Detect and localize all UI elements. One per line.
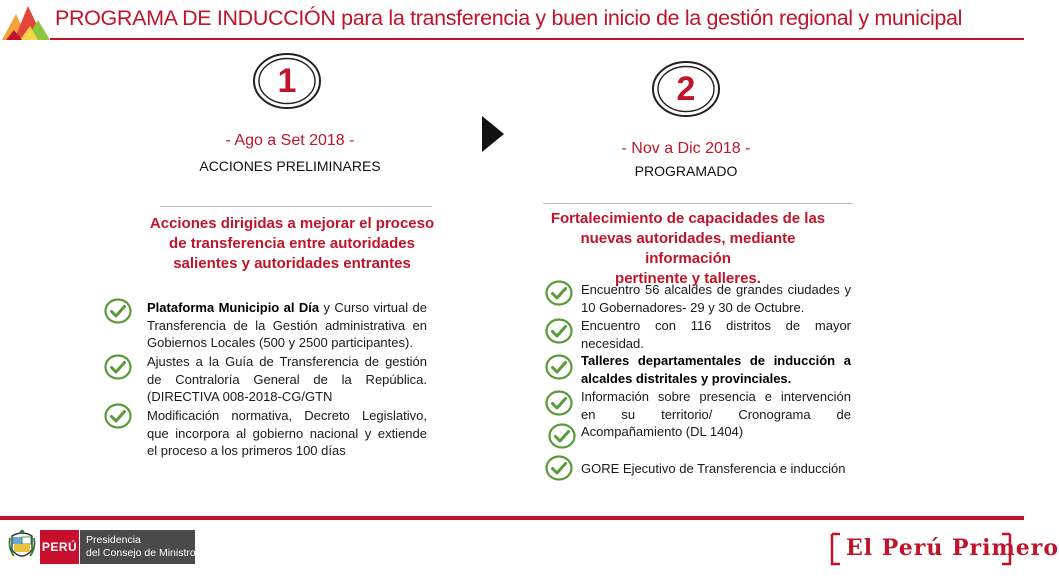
phase-1-number: 1 (277, 61, 297, 100)
pcm-line: Presidencia (86, 534, 141, 546)
item-text: Modificación normativa, Decreto Legislativo, (147, 408, 427, 423)
item-text: Acompañamiento (DL 1404) (581, 424, 744, 440)
phase-1-item-1 (147, 299, 427, 352)
phase-2-item-1 (581, 281, 851, 316)
pcm-label (80, 530, 201, 564)
checkmark-icon (545, 455, 573, 481)
mountain-triangles-icon (0, 0, 50, 44)
item-text: y Curso virtual de (319, 300, 427, 315)
page-title: PROGRAMA DE INDUCCIÓN para la transferencia y buen inicio de la gestión regional y municipal (55, 6, 963, 30)
checkmark-icon (104, 298, 132, 324)
item-highlight: alcaldes distritales y provinciales. (581, 370, 792, 386)
item-text: Encuentro con 116 distritos de mayor (581, 318, 851, 333)
phase-2-status: PROGRAMADO (634, 163, 738, 179)
checkmark-icon (548, 423, 576, 449)
phase-2-item-4 (581, 388, 851, 441)
brand-slogan: El Perú Primero (846, 535, 1059, 561)
phase-2-number-badge (651, 60, 721, 118)
phase-2-item-2 (581, 317, 851, 352)
summary-line: pertinente y talleres. (615, 270, 761, 287)
item-text: en su territorio/ Cronograma de (581, 406, 851, 422)
checkmark-icon (545, 390, 573, 416)
item-text: GORE Ejecutivo de Transferencia e inducción (581, 461, 846, 476)
item-text: que incorpora al gobierno nacional y extiende (147, 425, 427, 441)
phase-1-date: - Ago a Set 2018 - (225, 132, 355, 149)
peru-label: PERÚ (40, 530, 79, 564)
item-text: de Contraloría General de la República. (147, 371, 427, 387)
checkmark-icon (545, 354, 573, 380)
phase-2-number: 2 (676, 69, 696, 108)
summary-line: Fortalecimiento de capacidades de las (550, 210, 826, 227)
summary-line: Acciones dirigidas a mejorar el proceso (149, 215, 435, 232)
title-divider (50, 38, 1024, 40)
phase-1-summary (140, 214, 444, 274)
checkmark-icon (545, 280, 573, 306)
item-text: Información sobre presencia e intervención (581, 389, 851, 404)
summary-line: de transferencia entre autoridades (169, 235, 415, 252)
checkmark-icon (104, 354, 132, 380)
phase-2-date: - Nov a Dic 2018 - (621, 140, 751, 157)
checkmark-icon (104, 403, 132, 429)
coat-of-arms-icon (8, 528, 36, 564)
phase-2-item-5 (581, 460, 851, 478)
phase-2-summary (538, 209, 838, 289)
item-text: Gobiernos Locales (500 y 2500 participantes). (147, 335, 413, 351)
item-text: 10 Gobernadores- 29 y 30 de Octubre. (581, 299, 805, 315)
item-text: Ajustes a la Guía de Transferencia de gestión (147, 354, 427, 369)
phase-1-status: ACCIONES PRELIMINARES (199, 158, 381, 174)
footer-divider (0, 516, 1024, 520)
summary-line: nuevas autoridades, mediante información (580, 230, 796, 267)
summary-line: salientes y autoridades entrantes (173, 255, 411, 272)
phase-2-item-3 (581, 352, 851, 387)
item-text: Transferencia de la Gestión administrativa en (147, 317, 427, 333)
item-highlight: Talleres departamentales de inducción a (581, 353, 851, 368)
pcm-line: del Consejo de Ministros (86, 547, 201, 559)
phase-1-number-badge (252, 52, 322, 110)
item-text: el proceso a los primeros 100 días (147, 443, 346, 459)
checkmark-icon (545, 318, 573, 344)
phase-1-item-2 (147, 353, 427, 406)
item-text: Encuentro 56 alcaldes de grandes ciudades y (581, 282, 851, 297)
phase-1-item-3 (147, 407, 427, 460)
item-text: necesidad. (581, 335, 644, 351)
next-arrow-icon (482, 116, 504, 152)
item-text: (DIRECTIVA 008-2018-CG/GTN (147, 389, 333, 405)
phase-1-divider (160, 206, 432, 207)
phase-2-divider (543, 203, 853, 204)
item-highlight: Plataforma Municipio al Día (147, 300, 320, 315)
slide-header (0, 0, 1024, 46)
